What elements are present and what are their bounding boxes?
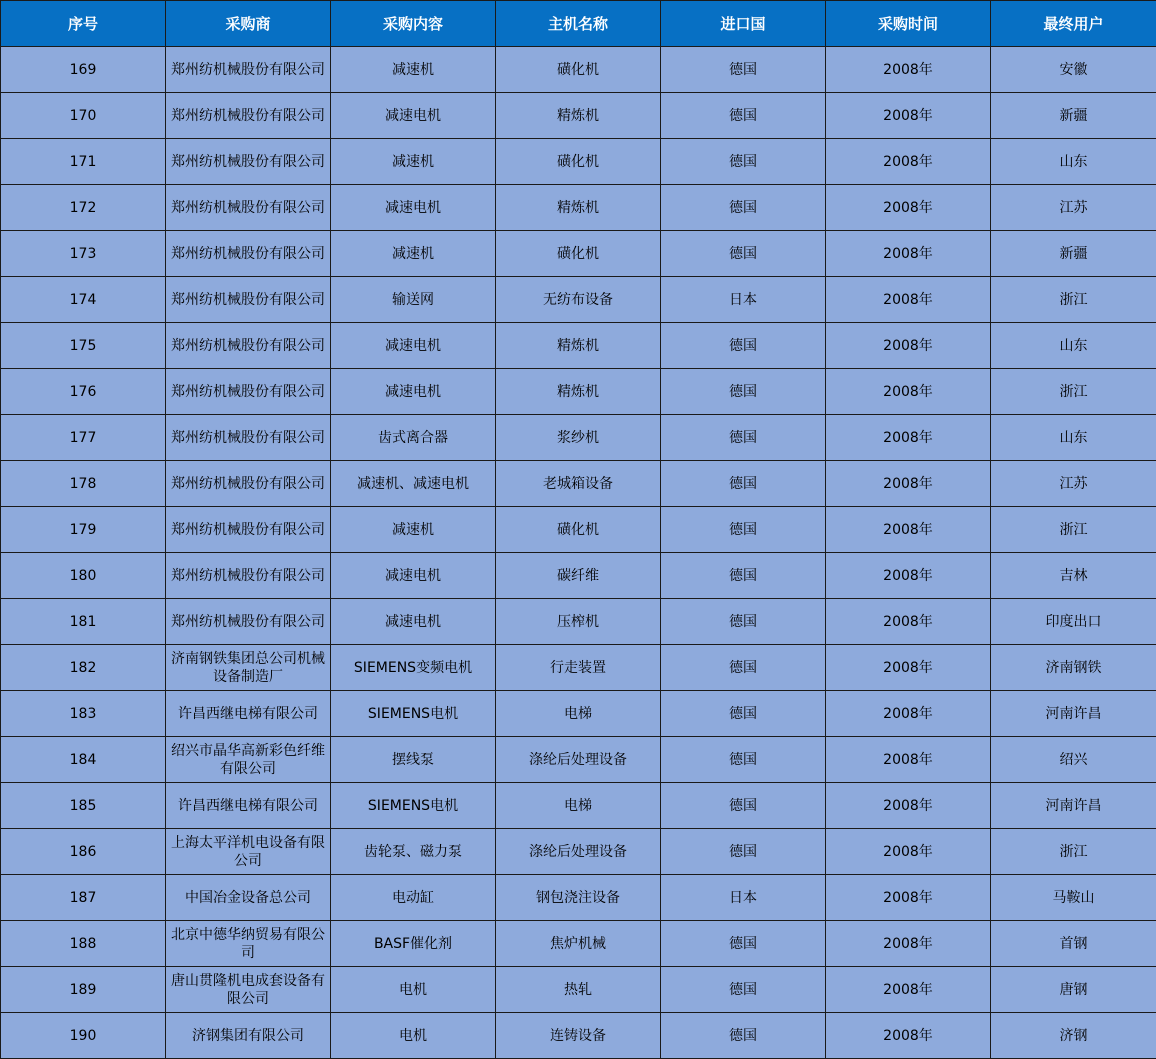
header-buyer: 采购商 <box>166 1 331 47</box>
cell-host-name: 精炼机 <box>496 93 661 139</box>
cell-import-country: 德国 <box>661 323 826 369</box>
cell-host-name: 钢包浇注设备 <box>496 875 661 921</box>
cell-seq: 188 <box>1 921 166 967</box>
cell-host-name: 磺化机 <box>496 47 661 93</box>
cell-import-country: 日本 <box>661 875 826 921</box>
cell-end-user: 新疆 <box>991 231 1156 277</box>
cell-end-user: 首钢 <box>991 921 1156 967</box>
cell-purchase-time: 2008年 <box>826 967 991 1013</box>
cell-purchase-time: 2008年 <box>826 231 991 277</box>
cell-buyer: 济钢集团有限公司 <box>166 1013 331 1059</box>
cell-content: 齿式离合器 <box>331 415 496 461</box>
cell-import-country: 德国 <box>661 231 826 277</box>
cell-buyer: 郑州纺机械股份有限公司 <box>166 185 331 231</box>
table-row <box>1 323 1156 369</box>
cell-import-country: 日本 <box>661 277 826 323</box>
cell-import-country: 德国 <box>661 185 826 231</box>
cell-purchase-time: 2008年 <box>826 185 991 231</box>
cell-content: 减速机 <box>331 231 496 277</box>
cell-content: 输送网 <box>331 277 496 323</box>
cell-purchase-time: 2008年 <box>826 553 991 599</box>
cell-seq: 180 <box>1 553 166 599</box>
header-host-name: 主机名称 <box>496 1 661 47</box>
cell-end-user: 河南许昌 <box>991 783 1156 829</box>
cell-seq: 171 <box>1 139 166 185</box>
cell-seq: 169 <box>1 47 166 93</box>
cell-buyer: 绍兴市晶华高新彩色纤维有限公司 <box>166 737 331 783</box>
cell-content: SIEMENS变频电机 <box>331 645 496 691</box>
cell-purchase-time: 2008年 <box>826 369 991 415</box>
cell-purchase-time: 2008年 <box>826 921 991 967</box>
table-row <box>1 461 1156 507</box>
cell-end-user: 浙江 <box>991 829 1156 875</box>
cell-buyer: 郑州纺机械股份有限公司 <box>166 139 331 185</box>
cell-host-name: 电梯 <box>496 691 661 737</box>
cell-import-country: 德国 <box>661 139 826 185</box>
cell-buyer: 许昌西继电梯有限公司 <box>166 691 331 737</box>
table-row <box>1 415 1156 461</box>
cell-buyer: 郑州纺机械股份有限公司 <box>166 599 331 645</box>
cell-content: 减速机 <box>331 47 496 93</box>
cell-buyer: 郑州纺机械股份有限公司 <box>166 277 331 323</box>
cell-import-country: 德国 <box>661 369 826 415</box>
cell-buyer: 郑州纺机械股份有限公司 <box>166 369 331 415</box>
cell-import-country: 德国 <box>661 507 826 553</box>
cell-buyer: 济南钢铁集团总公司机械设备制造厂 <box>166 645 331 691</box>
cell-purchase-time: 2008年 <box>826 507 991 553</box>
cell-end-user: 河南许昌 <box>991 691 1156 737</box>
cell-seq: 182 <box>1 645 166 691</box>
cell-seq: 186 <box>1 829 166 875</box>
cell-buyer: 唐山贯隆机电成套设备有限公司 <box>166 967 331 1013</box>
cell-import-country: 德国 <box>661 415 826 461</box>
header-purchase-time: 采购时间 <box>826 1 991 47</box>
cell-end-user: 绍兴 <box>991 737 1156 783</box>
cell-seq: 178 <box>1 461 166 507</box>
cell-purchase-time: 2008年 <box>826 783 991 829</box>
cell-host-name: 精炼机 <box>496 369 661 415</box>
cell-seq: 183 <box>1 691 166 737</box>
table-row <box>1 691 1156 737</box>
cell-host-name: 压榨机 <box>496 599 661 645</box>
table-row <box>1 277 1156 323</box>
cell-end-user: 马鞍山 <box>991 875 1156 921</box>
cell-purchase-time: 2008年 <box>826 47 991 93</box>
cell-end-user: 济南钢铁 <box>991 645 1156 691</box>
header-content: 采购内容 <box>331 1 496 47</box>
cell-host-name: 磺化机 <box>496 231 661 277</box>
cell-end-user: 印度出口 <box>991 599 1156 645</box>
cell-seq: 174 <box>1 277 166 323</box>
cell-import-country: 德国 <box>661 553 826 599</box>
cell-import-country: 德国 <box>661 645 826 691</box>
header-seq: 序号 <box>1 1 166 47</box>
cell-host-name: 无纺布设备 <box>496 277 661 323</box>
cell-host-name: 碳纤维 <box>496 553 661 599</box>
cell-end-user: 山东 <box>991 323 1156 369</box>
cell-end-user: 吉林 <box>991 553 1156 599</box>
cell-content: 电动缸 <box>331 875 496 921</box>
cell-purchase-time: 2008年 <box>826 415 991 461</box>
cell-purchase-time: 2008年 <box>826 691 991 737</box>
cell-import-country: 德国 <box>661 829 826 875</box>
cell-import-country: 德国 <box>661 967 826 1013</box>
cell-import-country: 德国 <box>661 93 826 139</box>
cell-content: 减速机 <box>331 507 496 553</box>
cell-end-user: 山东 <box>991 415 1156 461</box>
cell-end-user: 安徽 <box>991 47 1156 93</box>
table-row <box>1 47 1156 93</box>
cell-import-country: 德国 <box>661 737 826 783</box>
table-row <box>1 93 1156 139</box>
cell-buyer: 郑州纺机械股份有限公司 <box>166 553 331 599</box>
table-row <box>1 783 1156 829</box>
cell-seq: 173 <box>1 231 166 277</box>
cell-content: BASF催化剂 <box>331 921 496 967</box>
cell-purchase-time: 2008年 <box>826 277 991 323</box>
cell-content: 减速电机 <box>331 185 496 231</box>
cell-content: 电机 <box>331 1013 496 1059</box>
cell-import-country: 德国 <box>661 691 826 737</box>
cell-host-name: 热轧 <box>496 967 661 1013</box>
cell-seq: 187 <box>1 875 166 921</box>
cell-buyer: 郑州纺机械股份有限公司 <box>166 47 331 93</box>
cell-purchase-time: 2008年 <box>826 829 991 875</box>
table-row <box>1 369 1156 415</box>
table-row <box>1 875 1156 921</box>
cell-buyer: 北京中德华纳贸易有限公司 <box>166 921 331 967</box>
table-row <box>1 829 1156 875</box>
cell-seq: 177 <box>1 415 166 461</box>
cell-buyer: 郑州纺机械股份有限公司 <box>166 323 331 369</box>
cell-end-user: 浙江 <box>991 277 1156 323</box>
cell-purchase-time: 2008年 <box>826 645 991 691</box>
cell-seq: 190 <box>1 1013 166 1059</box>
cell-purchase-time: 2008年 <box>826 323 991 369</box>
cell-end-user: 新疆 <box>991 93 1156 139</box>
cell-purchase-time: 2008年 <box>826 599 991 645</box>
cell-import-country: 德国 <box>661 461 826 507</box>
cell-purchase-time: 2008年 <box>826 461 991 507</box>
cell-content: 减速电机 <box>331 553 496 599</box>
cell-seq: 189 <box>1 967 166 1013</box>
cell-seq: 176 <box>1 369 166 415</box>
cell-buyer: 郑州纺机械股份有限公司 <box>166 507 331 553</box>
table-row <box>1 553 1156 599</box>
cell-seq: 184 <box>1 737 166 783</box>
cell-seq: 170 <box>1 93 166 139</box>
cell-host-name: 涤纶后处理设备 <box>496 737 661 783</box>
cell-host-name: 精炼机 <box>496 185 661 231</box>
cell-content: 减速机、减速电机 <box>331 461 496 507</box>
header-row <box>1 1 1156 47</box>
cell-content: SIEMENS电机 <box>331 783 496 829</box>
cell-content: 减速电机 <box>331 93 496 139</box>
table-row <box>1 599 1156 645</box>
cell-purchase-time: 2008年 <box>826 737 991 783</box>
cell-content: SIEMENS电机 <box>331 691 496 737</box>
table-row <box>1 1013 1156 1059</box>
table-header <box>1 1 1156 47</box>
cell-buyer: 郑州纺机械股份有限公司 <box>166 231 331 277</box>
cell-host-name: 精炼机 <box>496 323 661 369</box>
cell-purchase-time: 2008年 <box>826 875 991 921</box>
cell-host-name: 焦炉机械 <box>496 921 661 967</box>
cell-buyer: 中国冶金设备总公司 <box>166 875 331 921</box>
cell-buyer: 上海太平洋机电设备有限公司 <box>166 829 331 875</box>
cell-buyer: 郑州纺机械股份有限公司 <box>166 415 331 461</box>
cell-import-country: 德国 <box>661 783 826 829</box>
cell-host-name: 涤纶后处理设备 <box>496 829 661 875</box>
cell-seq: 181 <box>1 599 166 645</box>
cell-end-user: 浙江 <box>991 507 1156 553</box>
cell-content: 减速电机 <box>331 369 496 415</box>
cell-seq: 179 <box>1 507 166 553</box>
cell-host-name: 老城箱设备 <box>496 461 661 507</box>
cell-content: 减速电机 <box>331 323 496 369</box>
table-row <box>1 231 1156 277</box>
table-body <box>1 47 1156 1059</box>
header-end-user: 最终用户 <box>991 1 1156 47</box>
cell-purchase-time: 2008年 <box>826 1013 991 1059</box>
cell-end-user: 山东 <box>991 139 1156 185</box>
cell-import-country: 德国 <box>661 47 826 93</box>
cell-end-user: 济钢 <box>991 1013 1156 1059</box>
cell-content: 摆线泵 <box>331 737 496 783</box>
cell-seq: 175 <box>1 323 166 369</box>
cell-host-name: 电梯 <box>496 783 661 829</box>
table-row <box>1 139 1156 185</box>
cell-import-country: 德国 <box>661 599 826 645</box>
cell-end-user: 江苏 <box>991 461 1156 507</box>
table-row <box>1 507 1156 553</box>
cell-content: 减速电机 <box>331 599 496 645</box>
table-row <box>1 185 1156 231</box>
cell-buyer: 郑州纺机械股份有限公司 <box>166 461 331 507</box>
header-import-country: 进口国 <box>661 1 826 47</box>
cell-import-country: 德国 <box>661 1013 826 1059</box>
cell-content: 减速机 <box>331 139 496 185</box>
cell-host-name: 磺化机 <box>496 139 661 185</box>
cell-host-name: 浆纱机 <box>496 415 661 461</box>
table-row <box>1 921 1156 967</box>
cell-purchase-time: 2008年 <box>826 93 991 139</box>
cell-buyer: 许昌西继电梯有限公司 <box>166 783 331 829</box>
cell-purchase-time: 2008年 <box>826 139 991 185</box>
cell-seq: 185 <box>1 783 166 829</box>
cell-host-name: 行走装置 <box>496 645 661 691</box>
table-row <box>1 967 1156 1013</box>
cell-end-user: 唐钢 <box>991 967 1156 1013</box>
cell-buyer: 郑州纺机械股份有限公司 <box>166 93 331 139</box>
table-row <box>1 737 1156 783</box>
cell-content: 电机 <box>331 967 496 1013</box>
cell-seq: 172 <box>1 185 166 231</box>
cell-import-country: 德国 <box>661 921 826 967</box>
cell-host-name: 磺化机 <box>496 507 661 553</box>
cell-host-name: 连铸设备 <box>496 1013 661 1059</box>
cell-end-user: 江苏 <box>991 185 1156 231</box>
table-row <box>1 645 1156 691</box>
cell-end-user: 浙江 <box>991 369 1156 415</box>
cell-content: 齿轮泵、磁力泵 <box>331 829 496 875</box>
